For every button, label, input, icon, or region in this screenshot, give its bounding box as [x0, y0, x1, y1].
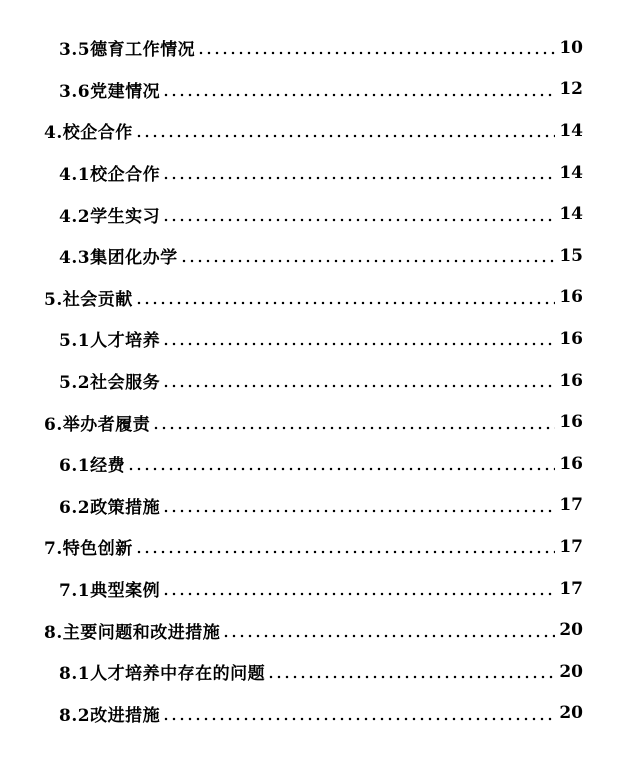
toc-dot-leader — [267, 663, 555, 680]
toc-dot-leader — [135, 538, 556, 555]
toc-entry[interactable] — [0, 693, 643, 735]
toc-dot-leader — [162, 206, 555, 223]
toc-entry[interactable] — [0, 401, 643, 443]
toc-page-number: 14 — [559, 162, 583, 183]
toc-page-number: 17 — [559, 578, 583, 599]
toc-entry-label: 4.1校企合作 — [59, 165, 161, 186]
toc-entry-label: 4.2学生实习 — [59, 206, 161, 227]
toc-entry[interactable] — [0, 69, 643, 111]
toc-entry-label: 5.社会贡献 — [44, 289, 133, 310]
toc-entry-label: 4.3集团化办学 — [59, 248, 178, 269]
toc-entry-label: 6.2政策措施 — [59, 497, 161, 518]
toc-dot-leader — [135, 289, 556, 306]
toc-page-number: 14 — [559, 204, 583, 225]
toc-page-number: 16 — [559, 370, 583, 391]
toc-dot-leader — [180, 247, 556, 264]
toc-dot-leader — [152, 414, 555, 431]
toc-dot-leader — [162, 497, 555, 514]
toc-page-number: 20 — [559, 620, 583, 641]
toc-entry-label: 5.2社会服务 — [59, 373, 161, 394]
toc-entry[interactable] — [0, 526, 643, 568]
toc-page-number: 12 — [559, 79, 583, 100]
toc-entry[interactable] — [0, 485, 643, 527]
toc-entry[interactable] — [0, 443, 643, 485]
toc-dot-leader — [162, 81, 555, 98]
toc-dot-leader — [162, 705, 555, 722]
toc-entry-label: 3.5德育工作情况 — [59, 40, 196, 61]
toc-entry-label: 3.6党建情况 — [59, 81, 161, 102]
toc-entry[interactable] — [0, 193, 643, 235]
toc-entry-label: 6.1经费 — [59, 456, 126, 477]
toc-dot-leader — [162, 330, 555, 347]
toc-entry-label: 8.1人才培养中存在的问题 — [59, 664, 266, 685]
toc-page-number: 14 — [559, 120, 583, 141]
toc-entry-label: 8.主要问题和改进措施 — [44, 622, 221, 643]
toc-entry[interactable] — [0, 152, 643, 194]
toc-dot-leader — [127, 455, 555, 472]
toc-entry-label: 8.2改进措施 — [59, 705, 161, 726]
toc-entry-label: 5.1人才培养 — [59, 331, 161, 352]
toc-dot-leader — [197, 39, 555, 56]
toc-entry[interactable] — [0, 609, 643, 651]
table-of-contents — [0, 27, 643, 734]
toc-entry[interactable] — [0, 277, 643, 319]
toc-entry-label: 7.1典型案例 — [59, 581, 161, 602]
toc-entry-label: 4.校企合作 — [44, 123, 133, 144]
toc-page-number: 17 — [559, 536, 583, 557]
toc-dot-leader — [162, 372, 555, 389]
toc-dot-leader — [135, 122, 556, 139]
toc-dot-leader — [162, 164, 555, 181]
toc-page-number: 10 — [559, 37, 583, 58]
toc-dot-leader — [222, 622, 555, 639]
toc-entry[interactable] — [0, 27, 643, 69]
toc-entry[interactable] — [0, 235, 643, 277]
toc-page-number: 16 — [559, 453, 583, 474]
toc-page-number: 17 — [559, 495, 583, 516]
toc-page-number: 15 — [559, 245, 583, 266]
toc-entry[interactable] — [0, 568, 643, 610]
toc-dot-leader — [162, 580, 555, 597]
toc-page-number: 20 — [559, 661, 583, 682]
toc-page-number: 16 — [559, 412, 583, 433]
toc-entry[interactable] — [0, 110, 643, 152]
toc-entry-label: 7.特色创新 — [44, 539, 133, 560]
toc-page-number: 16 — [559, 328, 583, 349]
toc-entry[interactable] — [0, 360, 643, 402]
toc-entry[interactable] — [0, 651, 643, 693]
toc-page-number: 16 — [559, 287, 583, 308]
toc-entry[interactable] — [0, 318, 643, 360]
toc-page-number: 20 — [559, 703, 583, 724]
toc-entry-label: 6.举办者履责 — [44, 414, 151, 435]
